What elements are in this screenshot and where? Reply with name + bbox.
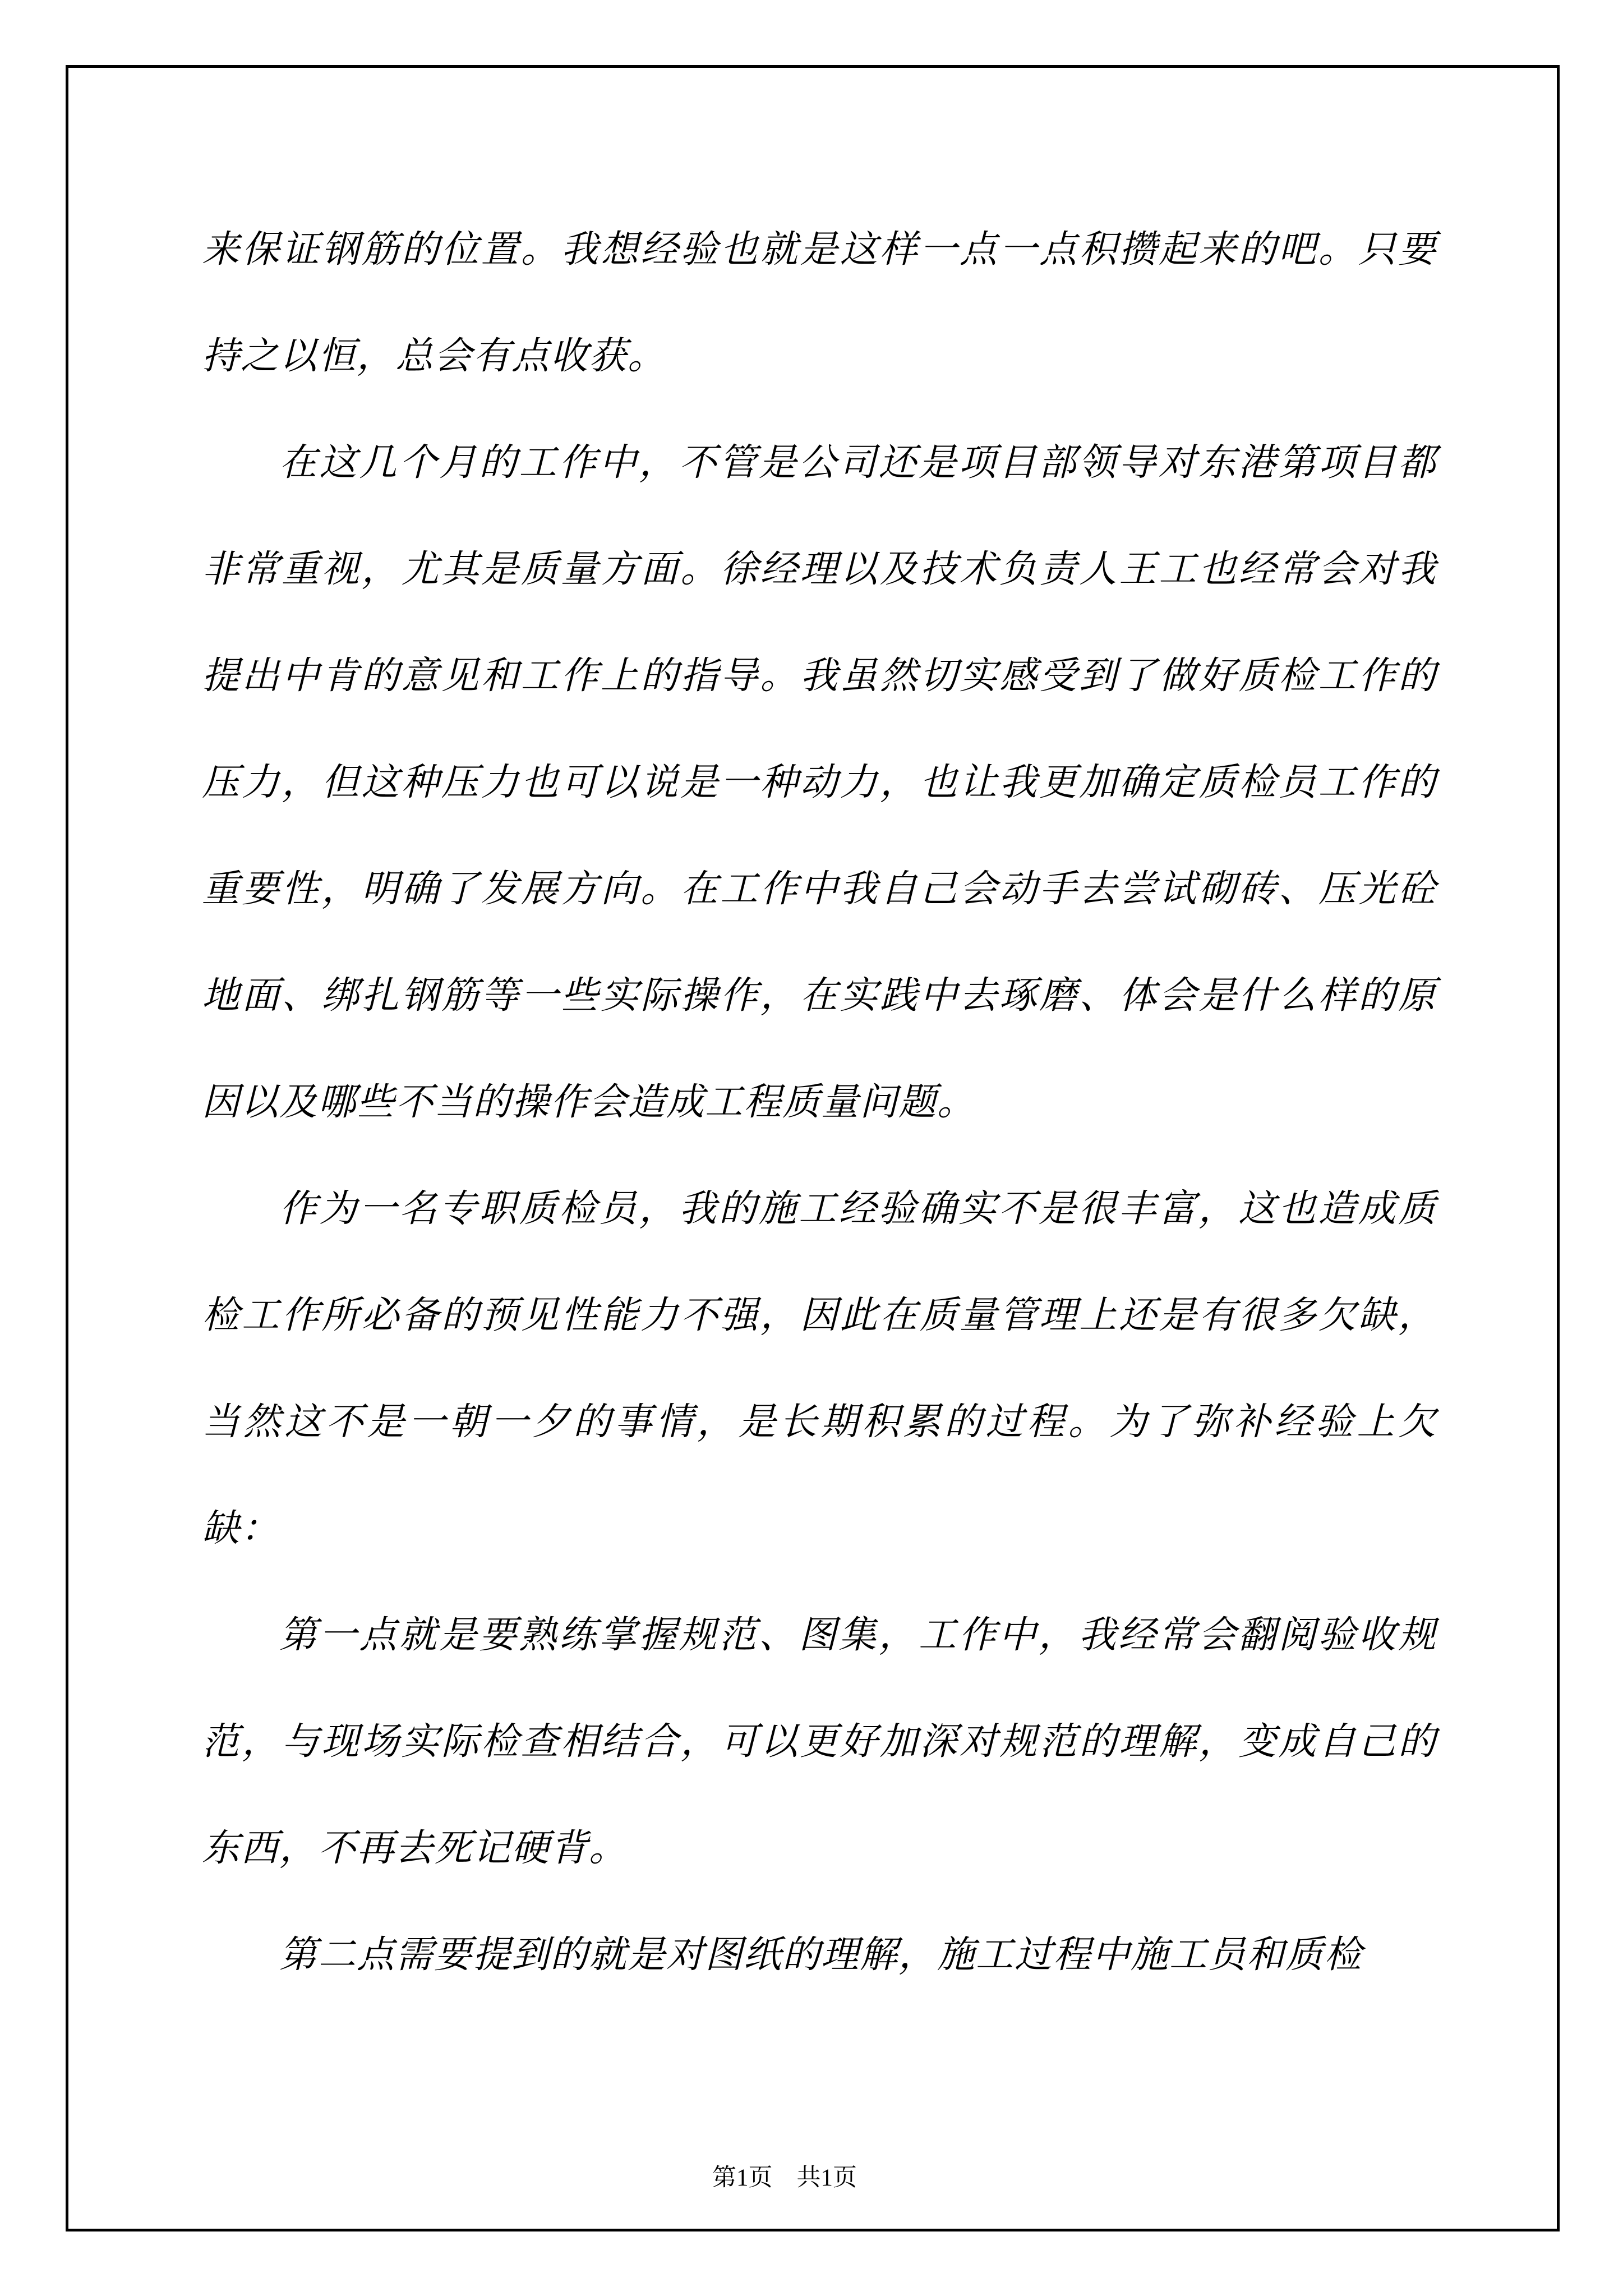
page-footer (688, 2128, 857, 2229)
paragraph: 来保证钢筋的位置。我想经验也就是这样一点一点积攒起来的吧。只要持之以恒，总会有点收获。 (202, 229, 1437, 377)
paragraph: 在这几个月的工作中，不管是公司还是项目部领导对东港第项目都非常重视，尤其是质量方面。徐经理以及技术负责人王工也经常会对我提出中肯的意见和工作上的指导。我虽然切实感受到了做好质检工作的压力，但这种压力也可以说是一种动力，也让我更加确定质检员工作的重要性，明确了发展方向。在工作中我自己会动手去尝试砌砖、压光砼地面、绑扎钢筋等一些实际操作，在实践中去琢磨、体会是什么样的原因以及哪些不当的操作会造成工程质量问题。 (202, 442, 1437, 1123)
page-number: 第1页 共1页 (712, 2165, 857, 2191)
paragraph: 第一点就是要熟练掌握规范、图集，工作中，我经常会翻阅验收规范，与现场实际检查相结合，可以更好加深对规范的理解，变成自己的东西，不再去死记硬背。 (202, 1614, 1437, 1869)
document-body (202, 196, 1437, 2008)
paragraph: 第二点需要提到的就是对图纸的理解，施工过程中施工员和质检 (279, 1934, 1363, 1976)
paragraph: 作为一名专职质检员，我的施工经验确实不是很丰富，这也造成质检工作所必备的预见性能力不强，因此在质量管理上还是有很多欠缺，当然这不是一朝一夕的事情，是长期积累的过程。为了弥补经验上欠缺： (202, 1188, 1437, 1549)
